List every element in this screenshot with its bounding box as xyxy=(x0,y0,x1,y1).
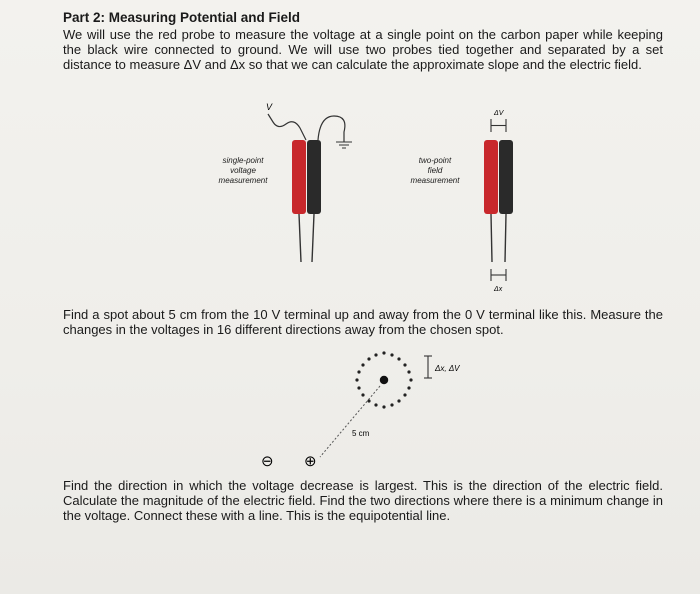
two-point-label: two-point field measurement xyxy=(410,156,460,185)
delta-x-label: Δx xyxy=(494,286,503,293)
distance-line xyxy=(320,386,380,457)
distance-label: 5 cm xyxy=(352,429,370,438)
single-black-probe xyxy=(307,140,321,214)
chosen-spot xyxy=(380,376,388,384)
part-title: Part 2: Measuring Potential and Field xyxy=(63,10,301,25)
single-point-label: single-point voltage measurement xyxy=(218,156,268,185)
red-wire xyxy=(268,114,306,140)
ground-icon xyxy=(336,142,352,148)
delta-x-bracket xyxy=(491,269,506,281)
delta-bracket xyxy=(424,356,432,378)
black-wire xyxy=(318,116,345,142)
voltage-symbol: V xyxy=(266,102,273,112)
minus-terminal-icon: ⊖ xyxy=(261,453,274,470)
bracket-label: Δx, ΔV xyxy=(435,364,460,373)
intro-paragraph: We will use the red probe to measure the voltage at a single point on the carbon paper while keeping the black wire connected to ground. We will use two probes tied together and separated by a set distance to measure ΔV and Δx so that we can calculate the approximate slope and the electric field. xyxy=(63,27,663,72)
delta-v-label: ΔV xyxy=(494,110,504,117)
spot-paragraph: Find a spot about 5 cm from the 10 V terminal up and away from the 0 V terminal like this. Measure the changes in the voltages in 16 different directions away from the chosen spot. xyxy=(63,307,663,337)
field-red-probe xyxy=(484,140,498,214)
single-red-probe xyxy=(292,140,306,214)
final-paragraph: Find the direction in which the voltage decrease is largest. This is the direction of the electric field. Calculate the magnitude of the electric field. Find the two directions where there is a minimum change in the voltage. Connect these with a line. This is the equipotential line. xyxy=(63,478,663,523)
delta-v-bracket xyxy=(491,119,506,132)
plus-terminal-icon: ⊕ xyxy=(304,453,317,470)
field-black-probe xyxy=(499,140,513,214)
